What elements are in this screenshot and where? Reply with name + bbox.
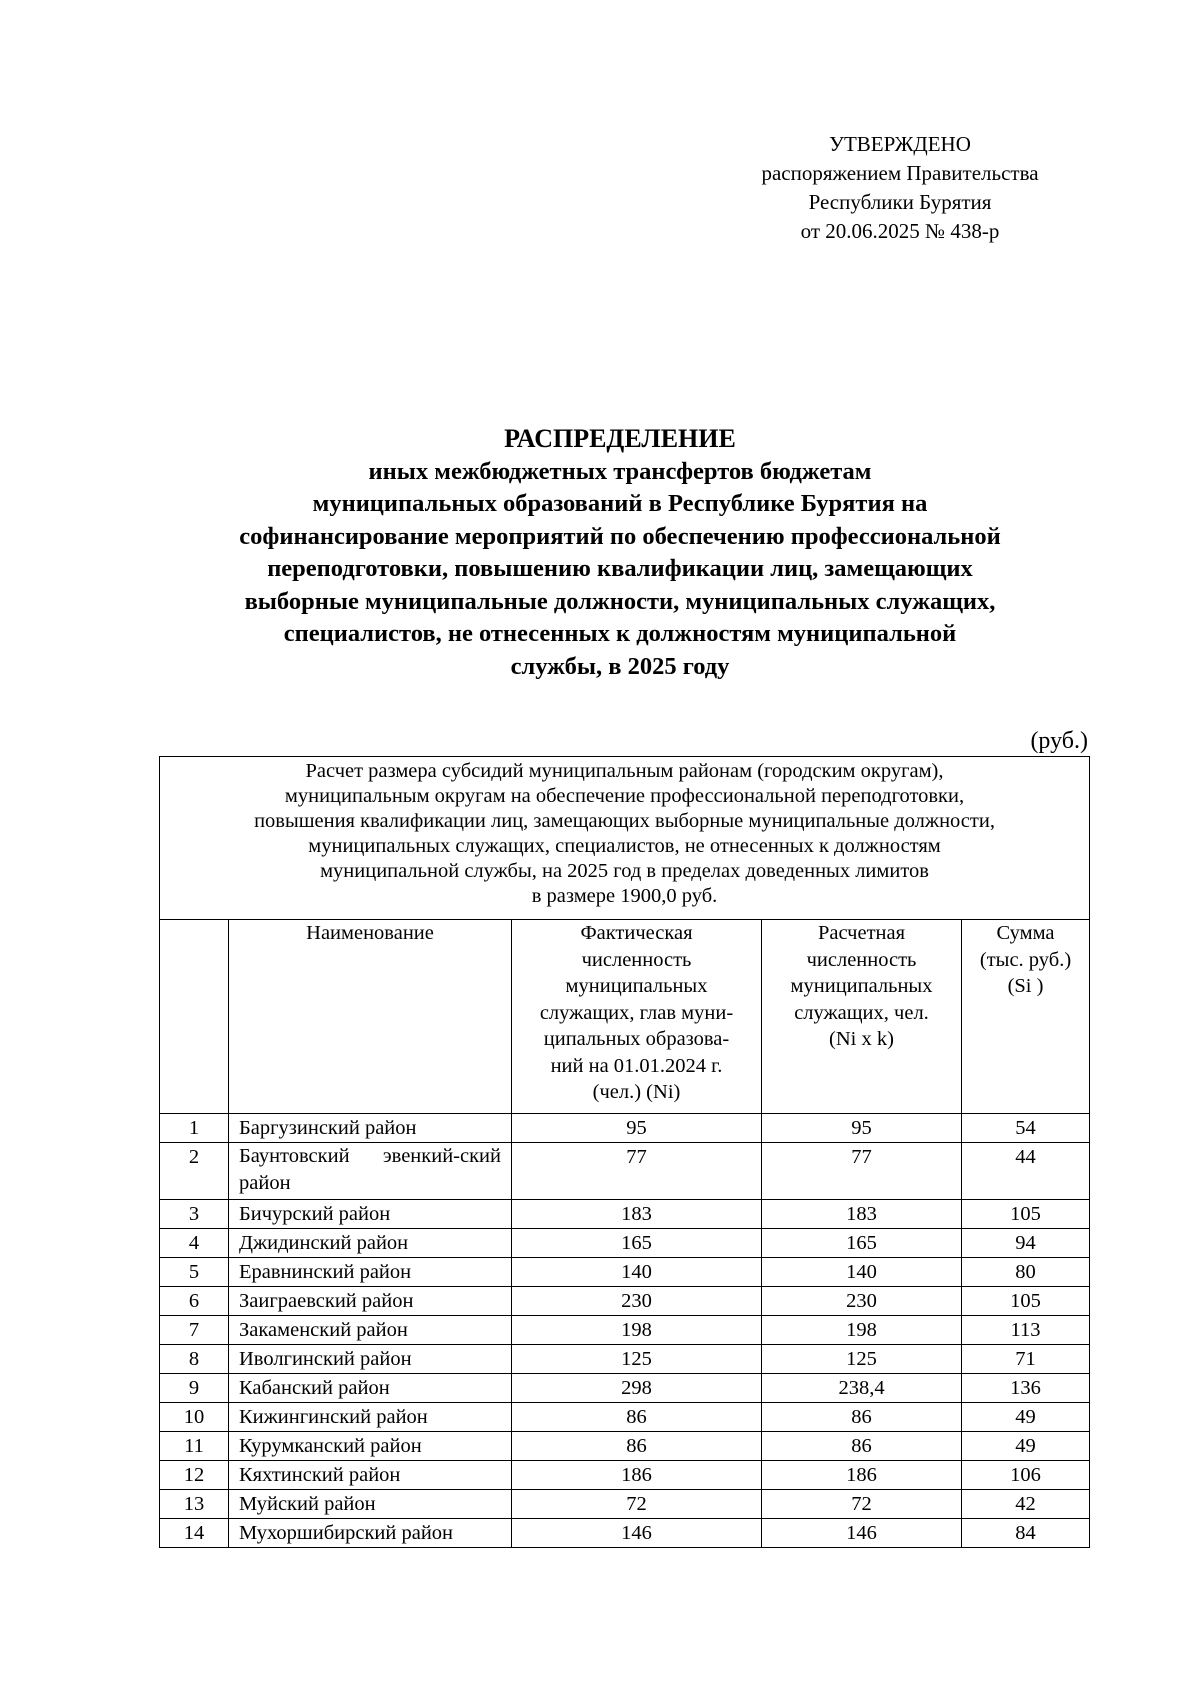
text-line: служащих, глав муни-	[539, 1001, 734, 1024]
cell-sum: 49	[962, 1403, 1090, 1432]
table-row	[160, 1114, 1090, 1143]
table-row	[160, 1229, 1090, 1258]
cell-calc: 140	[762, 1258, 962, 1287]
header-sum	[962, 920, 1090, 1114]
title-line: специалистов, не отнесенных к должностям муниципальной	[283, 620, 957, 647]
cell-sum: 105	[962, 1200, 1090, 1229]
cell-num: 5	[160, 1258, 229, 1287]
text-line: (Ni x k)	[829, 1028, 894, 1050]
cell-num: 4	[160, 1229, 229, 1258]
cell-num: 7	[160, 1316, 229, 1345]
table-caption	[160, 757, 1090, 920]
approval-line: распоряжением Правительства	[761, 161, 1039, 185]
cell-num: 8	[160, 1345, 229, 1374]
cell-num: 6	[160, 1287, 229, 1316]
text-line: ний на 01.01.2024 г.	[550, 1054, 723, 1077]
document-title	[160, 423, 1080, 683]
cell-num: 9	[160, 1374, 229, 1403]
cell-name: Еравнинский район	[229, 1258, 512, 1287]
cell-sum: 80	[962, 1258, 1090, 1287]
text-line: Расчетная	[817, 922, 906, 944]
table-row	[160, 1345, 1090, 1374]
cell-actual: 86	[512, 1432, 762, 1461]
cell-calc: 72	[762, 1490, 962, 1519]
cell-actual: 183	[512, 1200, 762, 1229]
cell-name: Джидинский район	[229, 1229, 512, 1258]
table-row	[160, 1287, 1090, 1316]
cell-sum: 84	[962, 1519, 1090, 1548]
unit-label: (руб.)	[1030, 728, 1088, 754]
cell-calc: 146	[762, 1519, 962, 1548]
cell-name: Заиграевский район	[229, 1287, 512, 1316]
cell-num: 10	[160, 1403, 229, 1432]
cell-calc: 86	[762, 1403, 962, 1432]
cell-calc: 165	[762, 1229, 962, 1258]
approval-stamp	[700, 130, 1100, 246]
cell-actual: 77	[512, 1143, 762, 1200]
title-line: переподготовки, повышению квалификации лиц, замещающих	[267, 555, 973, 582]
cell-name: Кижингинский район	[229, 1403, 512, 1432]
cell-sum: 105	[962, 1287, 1090, 1316]
cell-actual: 95	[512, 1114, 762, 1143]
cell-actual: 165	[512, 1229, 762, 1258]
table-row	[160, 1403, 1090, 1432]
text-line: Сумма	[996, 922, 1055, 944]
cell-sum: 42	[962, 1490, 1090, 1519]
cell-calc: 183	[762, 1200, 962, 1229]
cell-name: Бичурский район	[229, 1200, 512, 1229]
table-row	[160, 1519, 1090, 1548]
text-line: муниципальных	[565, 975, 708, 997]
cell-name: Закаменский район	[229, 1316, 512, 1345]
header-num	[160, 920, 229, 1114]
cell-calc: 198	[762, 1316, 962, 1345]
cell-name: Кабанский район	[229, 1374, 512, 1403]
cell-actual: 86	[512, 1403, 762, 1432]
title-line: муниципальных образований в Республике Бурятия на	[312, 490, 928, 517]
text-line: муниципальным округам на обеспечение профессиональной переподготовки,	[284, 785, 965, 807]
cell-actual: 186	[512, 1461, 762, 1490]
cell-actual: 146	[512, 1519, 762, 1548]
text-line: численность	[581, 948, 692, 971]
title-heading: РАСПРЕДЕЛЕНИЕ	[504, 424, 736, 453]
cell-calc: 77	[762, 1143, 962, 1200]
header-name: Наименование	[229, 920, 512, 1114]
table-row	[160, 1200, 1090, 1229]
text-line: повышения квалификации лиц, замещающих выборные муниципальные должности,	[254, 810, 995, 832]
cell-calc: 86	[762, 1432, 962, 1461]
cell-sum: 49	[962, 1432, 1090, 1461]
cell-calc: 238,4	[762, 1374, 962, 1403]
cell-sum: 94	[962, 1229, 1090, 1258]
table-row	[160, 1490, 1090, 1519]
table-row	[160, 1316, 1090, 1345]
cell-num: 12	[160, 1461, 229, 1490]
title-line: выборные муниципальные должности, муниципальных служащих,	[244, 587, 996, 615]
cell-calc: 125	[762, 1345, 962, 1374]
cell-actual: 198	[512, 1316, 762, 1345]
header-calc	[762, 920, 962, 1114]
title-line: иных межбюджетных трансфертов бюджетам	[368, 457, 872, 485]
cell-calc: 95	[762, 1114, 962, 1143]
cell-actual: 140	[512, 1258, 762, 1287]
table-row	[160, 1143, 1090, 1200]
cell-num: 2	[160, 1143, 229, 1200]
cell-num: 3	[160, 1200, 229, 1229]
cell-name: Муйский район	[229, 1490, 512, 1519]
cell-sum: 71	[962, 1345, 1090, 1374]
cell-sum: 106	[962, 1461, 1090, 1490]
cell-sum: 54	[962, 1114, 1090, 1143]
approval-line: Республики Бурятия	[808, 190, 992, 214]
distribution-table	[159, 756, 1090, 1548]
table-row	[160, 1258, 1090, 1287]
text-line: Фактическая	[580, 922, 693, 944]
cell-name: Иволгинский район	[229, 1345, 512, 1374]
table-row	[160, 1432, 1090, 1461]
cell-num: 1	[160, 1114, 229, 1143]
cell-sum: 113	[962, 1316, 1090, 1345]
text-line: служащих, чел.	[794, 1001, 929, 1024]
cell-num: 14	[160, 1519, 229, 1548]
cell-num: 13	[160, 1490, 229, 1519]
approval-date: от 20.06.2025 № 438-р	[800, 219, 1000, 243]
approval-line: УТВЕРЖДЕНО	[829, 132, 971, 156]
cell-name: Курумканский район	[229, 1432, 512, 1461]
text-line: Расчет размера субсидий муниципальным районам (городским округам),	[305, 760, 944, 782]
text-line: в размере 1900,0 руб.	[531, 885, 718, 907]
text-line: (Si )	[1007, 975, 1044, 997]
table-row	[160, 1461, 1090, 1490]
table-header-row	[160, 920, 1090, 1114]
cell-actual: 125	[512, 1345, 762, 1374]
text-line: муниципальных служащих, специалистов, не отнесенных к должностям	[308, 835, 941, 857]
cell-name: Кяхтинский район	[229, 1461, 512, 1490]
cell-actual: 72	[512, 1490, 762, 1519]
cell-sum: 44	[962, 1143, 1090, 1200]
text-line: муниципальных	[790, 975, 933, 997]
text-line: ципальных образова-	[543, 1028, 730, 1050]
text-line: (тыс. руб.)	[979, 948, 1072, 971]
cell-actual: 298	[512, 1374, 762, 1403]
cell-actual: 230	[512, 1287, 762, 1316]
cell-name: Баунтовский эвенкий-ский район	[229, 1143, 512, 1200]
cell-num: 11	[160, 1432, 229, 1461]
title-line: службы, в 2025 году	[510, 652, 730, 680]
cell-calc: 230	[762, 1287, 962, 1316]
text-line: (чел.) (Ni)	[592, 1081, 681, 1103]
text-line: муниципальной службы, на 2025 год в пределах доведенных лимитов	[320, 860, 929, 882]
cell-name: Мухоршибирский район	[229, 1519, 512, 1548]
cell-calc: 186	[762, 1461, 962, 1490]
text-line: численность	[806, 948, 917, 971]
cell-sum: 136	[962, 1374, 1090, 1403]
title-line: софинансирование мероприятий по обеспечению профессиональной	[239, 522, 1001, 550]
cell-name: Баргузинский район	[229, 1114, 512, 1143]
table-row	[160, 1374, 1090, 1403]
header-actual	[512, 920, 762, 1114]
